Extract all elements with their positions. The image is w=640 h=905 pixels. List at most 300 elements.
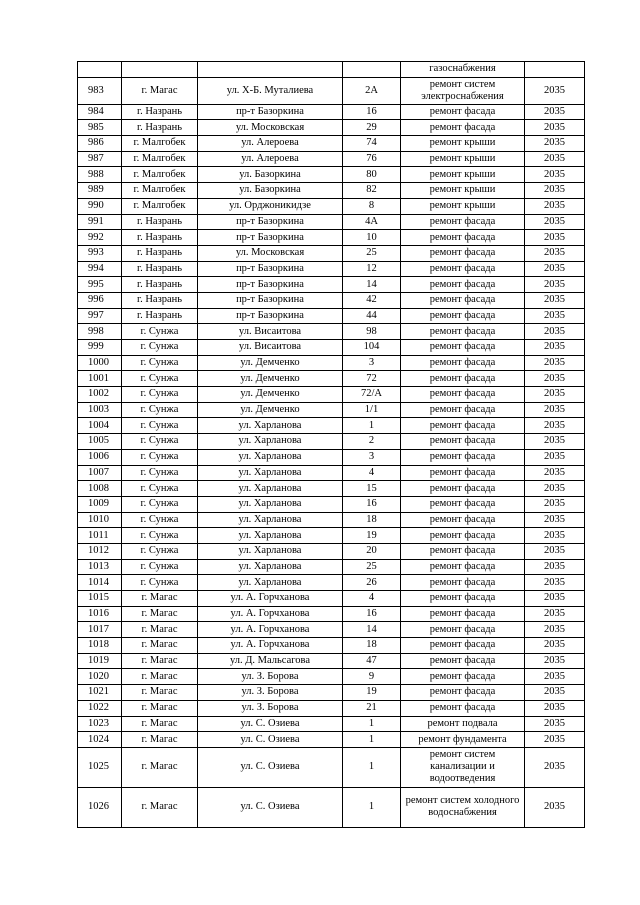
row-number-cell: 1019 bbox=[78, 653, 122, 669]
table-row bbox=[78, 62, 585, 78]
street-cell: ул. Харланова bbox=[198, 528, 343, 544]
row-number-cell: 1003 bbox=[78, 402, 122, 418]
year-cell: 2035 bbox=[525, 418, 585, 434]
row-number-cell: 1021 bbox=[78, 685, 122, 701]
work-type-cell: ремонт фасада bbox=[401, 120, 525, 136]
table-row bbox=[78, 418, 585, 434]
work-type-cell: ремонт крыши bbox=[401, 198, 525, 214]
table-row bbox=[78, 245, 585, 261]
row-number-cell: 1013 bbox=[78, 559, 122, 575]
street-cell: ул. А. Горчханова bbox=[198, 622, 343, 638]
year-cell: 2035 bbox=[525, 559, 585, 575]
city-cell: г. Назрань bbox=[122, 214, 198, 230]
city-cell: г. Сунжа bbox=[122, 402, 198, 418]
work-type-cell: ремонт фасада bbox=[401, 638, 525, 654]
street-cell: ул. Демченко bbox=[198, 387, 343, 403]
house-number-cell: 1 bbox=[343, 716, 401, 732]
house-number-cell: 2 bbox=[343, 434, 401, 450]
city-cell: г. Сунжа bbox=[122, 340, 198, 356]
year-cell: 2035 bbox=[525, 528, 585, 544]
row-number-cell: 984 bbox=[78, 104, 122, 120]
year-cell: 2035 bbox=[525, 622, 585, 638]
city-cell: г. Сунжа bbox=[122, 575, 198, 591]
street-cell: пр-т Базоркина bbox=[198, 308, 343, 324]
work-type-cell: ремонт фасада bbox=[401, 230, 525, 246]
row-number-cell: 992 bbox=[78, 230, 122, 246]
street-cell: ул. С. Озиева bbox=[198, 787, 343, 827]
row-number-cell: 1017 bbox=[78, 622, 122, 638]
year-cell: 2035 bbox=[525, 606, 585, 622]
street-cell: ул. Алероева bbox=[198, 136, 343, 152]
year-cell: 2035 bbox=[525, 575, 585, 591]
work-type-cell: ремонт систем канализации и водоотведения bbox=[401, 747, 525, 787]
house-number-cell: 4А bbox=[343, 214, 401, 230]
city-cell: г. Назрань bbox=[122, 120, 198, 136]
table-row bbox=[78, 559, 585, 575]
house-number-cell: 1/1 bbox=[343, 402, 401, 418]
city-cell: г. Магас bbox=[122, 669, 198, 685]
house-number-cell: 26 bbox=[343, 575, 401, 591]
street-cell: ул. А. Горчханова bbox=[198, 606, 343, 622]
table-row bbox=[78, 528, 585, 544]
street-cell bbox=[198, 62, 343, 78]
row-number-cell: 986 bbox=[78, 136, 122, 152]
house-number-cell: 3 bbox=[343, 355, 401, 371]
work-type-cell: ремонт фасада bbox=[401, 324, 525, 340]
year-cell: 2035 bbox=[525, 685, 585, 701]
house-number-cell: 19 bbox=[343, 528, 401, 544]
table-row bbox=[78, 787, 585, 827]
year-cell: 2035 bbox=[525, 434, 585, 450]
house-number-cell: 4 bbox=[343, 465, 401, 481]
year-cell: 2035 bbox=[525, 402, 585, 418]
year-cell: 2035 bbox=[525, 230, 585, 246]
table-row bbox=[78, 261, 585, 277]
street-cell: ул. Висаитова bbox=[198, 324, 343, 340]
house-number-cell: 19 bbox=[343, 685, 401, 701]
row-number-cell: 1010 bbox=[78, 512, 122, 528]
row-number-cell: 1020 bbox=[78, 669, 122, 685]
year-cell: 2035 bbox=[525, 638, 585, 654]
year-cell: 2035 bbox=[525, 496, 585, 512]
work-type-cell: ремонт фасада bbox=[401, 355, 525, 371]
row-number-cell: 987 bbox=[78, 151, 122, 167]
city-cell: г. Сунжа bbox=[122, 434, 198, 450]
work-type-cell: ремонт фасада bbox=[401, 371, 525, 387]
year-cell: 2035 bbox=[525, 591, 585, 607]
house-number-cell: 42 bbox=[343, 292, 401, 308]
year-cell: 2035 bbox=[525, 324, 585, 340]
city-cell: г. Магас bbox=[122, 732, 198, 748]
work-type-cell: ремонт фасада bbox=[401, 402, 525, 418]
street-cell: ул. Харланова bbox=[198, 543, 343, 559]
house-number-cell bbox=[343, 62, 401, 78]
house-number-cell: 1 bbox=[343, 732, 401, 748]
row-number-cell: 1015 bbox=[78, 591, 122, 607]
year-cell: 2035 bbox=[525, 355, 585, 371]
year-cell: 2035 bbox=[525, 481, 585, 497]
city-cell: г. Малгобек bbox=[122, 167, 198, 183]
street-cell: ул. З. Борова bbox=[198, 685, 343, 701]
city-cell: г. Сунжа bbox=[122, 512, 198, 528]
city-cell: г. Магас bbox=[122, 747, 198, 787]
table-row bbox=[78, 402, 585, 418]
year-cell: 2035 bbox=[525, 245, 585, 261]
work-type-cell: ремонт фасада bbox=[401, 245, 525, 261]
year-cell: 2035 bbox=[525, 543, 585, 559]
work-type-cell: ремонт фасада bbox=[401, 418, 525, 434]
street-cell: ул. Харланова bbox=[198, 418, 343, 434]
city-cell: г. Сунжа bbox=[122, 371, 198, 387]
year-cell: 2035 bbox=[525, 136, 585, 152]
work-type-cell: ремонт фасада bbox=[401, 700, 525, 716]
table-row bbox=[78, 732, 585, 748]
row-number-cell: 1005 bbox=[78, 434, 122, 450]
year-cell: 2035 bbox=[525, 198, 585, 214]
year-cell: 2035 bbox=[525, 787, 585, 827]
table-row bbox=[78, 606, 585, 622]
street-cell: ул. Висаитова bbox=[198, 340, 343, 356]
table-row bbox=[78, 292, 585, 308]
work-type-cell: ремонт фасада bbox=[401, 559, 525, 575]
work-type-cell: ремонт фасада bbox=[401, 434, 525, 450]
row-number-cell: 995 bbox=[78, 277, 122, 293]
year-cell: 2035 bbox=[525, 120, 585, 136]
year-cell: 2035 bbox=[525, 387, 585, 403]
house-number-cell: 15 bbox=[343, 481, 401, 497]
work-type-cell: ремонт фасада bbox=[401, 512, 525, 528]
street-cell: ул. Харланова bbox=[198, 575, 343, 591]
year-cell: 2035 bbox=[525, 104, 585, 120]
table-row bbox=[78, 340, 585, 356]
table-row bbox=[78, 230, 585, 246]
row-number-cell: 1001 bbox=[78, 371, 122, 387]
year-cell: 2035 bbox=[525, 653, 585, 669]
year-cell: 2035 bbox=[525, 167, 585, 183]
city-cell: г. Сунжа bbox=[122, 543, 198, 559]
house-number-cell: 12 bbox=[343, 261, 401, 277]
work-type-cell: ремонт фасада bbox=[401, 465, 525, 481]
year-cell: 2035 bbox=[525, 512, 585, 528]
street-cell: ул. С. Озиева bbox=[198, 732, 343, 748]
street-cell: ул. Харланова bbox=[198, 559, 343, 575]
city-cell: г. Назрань bbox=[122, 245, 198, 261]
street-cell: ул. Демченко bbox=[198, 355, 343, 371]
city-cell: г. Назрань bbox=[122, 261, 198, 277]
table-row bbox=[78, 120, 585, 136]
street-cell: пр-т Базоркина bbox=[198, 261, 343, 277]
city-cell: г. Сунжа bbox=[122, 528, 198, 544]
street-cell: пр-т Базоркина bbox=[198, 104, 343, 120]
table-row bbox=[78, 214, 585, 230]
row-number-cell: 998 bbox=[78, 324, 122, 340]
work-type-cell: ремонт крыши bbox=[401, 183, 525, 199]
house-number-cell: 72/А bbox=[343, 387, 401, 403]
work-type-cell: ремонт фасада bbox=[401, 449, 525, 465]
work-type-cell: ремонт фасада bbox=[401, 104, 525, 120]
row-number-cell: 1018 bbox=[78, 638, 122, 654]
street-cell: ул. Д. Мальсагова bbox=[198, 653, 343, 669]
row-number-cell: 985 bbox=[78, 120, 122, 136]
table-row bbox=[78, 324, 585, 340]
row-number-cell: 993 bbox=[78, 245, 122, 261]
house-number-cell: 72 bbox=[343, 371, 401, 387]
house-number-cell: 18 bbox=[343, 512, 401, 528]
house-number-cell: 3 bbox=[343, 449, 401, 465]
row-number-cell: 1008 bbox=[78, 481, 122, 497]
work-type-cell: ремонт крыши bbox=[401, 151, 525, 167]
table-row bbox=[78, 481, 585, 497]
row-number-cell: 1022 bbox=[78, 700, 122, 716]
table-row bbox=[78, 104, 585, 120]
work-type-cell: ремонт фасада bbox=[401, 214, 525, 230]
city-cell: г. Магас bbox=[122, 638, 198, 654]
row-number-cell bbox=[78, 62, 122, 78]
house-number-cell: 25 bbox=[343, 559, 401, 575]
row-number-cell: 1000 bbox=[78, 355, 122, 371]
house-number-cell: 74 bbox=[343, 136, 401, 152]
house-number-cell: 4 bbox=[343, 591, 401, 607]
table-row bbox=[78, 277, 585, 293]
table-row bbox=[78, 387, 585, 403]
city-cell: г. Магас bbox=[122, 700, 198, 716]
table-row bbox=[78, 622, 585, 638]
row-number-cell: 983 bbox=[78, 77, 122, 104]
work-type-cell: ремонт фасада bbox=[401, 292, 525, 308]
house-number-cell: 10 bbox=[343, 230, 401, 246]
year-cell: 2035 bbox=[525, 183, 585, 199]
row-number-cell: 1004 bbox=[78, 418, 122, 434]
table-row bbox=[78, 669, 585, 685]
street-cell: ул. Демченко bbox=[198, 371, 343, 387]
city-cell: г. Магас bbox=[122, 685, 198, 701]
city-cell: г. Сунжа bbox=[122, 355, 198, 371]
house-number-cell: 9 bbox=[343, 669, 401, 685]
house-number-cell: 76 bbox=[343, 151, 401, 167]
street-cell: ул. Х-Б. Муталиева bbox=[198, 77, 343, 104]
table-row bbox=[78, 700, 585, 716]
work-type-cell: ремонт фасада bbox=[401, 543, 525, 559]
house-number-cell: 82 bbox=[343, 183, 401, 199]
row-number-cell: 1026 bbox=[78, 787, 122, 827]
year-cell: 2035 bbox=[525, 716, 585, 732]
house-number-cell: 47 bbox=[343, 653, 401, 669]
table-row bbox=[78, 747, 585, 787]
street-cell: ул. Московская bbox=[198, 120, 343, 136]
work-type-cell: ремонт фасада bbox=[401, 387, 525, 403]
work-type-cell: ремонт фасада bbox=[401, 606, 525, 622]
street-cell: ул. Харланова bbox=[198, 481, 343, 497]
row-number-cell: 1007 bbox=[78, 465, 122, 481]
year-cell: 2035 bbox=[525, 77, 585, 104]
work-type-cell: ремонт крыши bbox=[401, 136, 525, 152]
work-type-cell: ремонт систем холодного водоснабжения bbox=[401, 787, 525, 827]
table-row bbox=[78, 543, 585, 559]
table-row bbox=[78, 77, 585, 104]
year-cell: 2035 bbox=[525, 214, 585, 230]
city-cell: г. Сунжа bbox=[122, 449, 198, 465]
street-cell: пр-т Базоркина bbox=[198, 214, 343, 230]
house-number-cell: 44 bbox=[343, 308, 401, 324]
street-cell: ул. Базоркина bbox=[198, 183, 343, 199]
city-cell: г. Сунжа bbox=[122, 496, 198, 512]
street-cell: ул. Харланова bbox=[198, 512, 343, 528]
street-cell: ул. Харланова bbox=[198, 496, 343, 512]
city-cell: г. Назрань bbox=[122, 230, 198, 246]
house-number-cell: 21 bbox=[343, 700, 401, 716]
table-row bbox=[78, 449, 585, 465]
table-row bbox=[78, 685, 585, 701]
table-row bbox=[78, 653, 585, 669]
city-cell: г. Сунжа bbox=[122, 418, 198, 434]
house-number-cell: 20 bbox=[343, 543, 401, 559]
street-cell: ул. З. Борова bbox=[198, 700, 343, 716]
house-number-cell: 14 bbox=[343, 622, 401, 638]
house-number-cell: 25 bbox=[343, 245, 401, 261]
year-cell: 2035 bbox=[525, 340, 585, 356]
street-cell: ул. С. Озиева bbox=[198, 747, 343, 787]
row-number-cell: 997 bbox=[78, 308, 122, 324]
street-cell: ул. Московская bbox=[198, 245, 343, 261]
street-cell: ул. З. Борова bbox=[198, 669, 343, 685]
table-row bbox=[78, 136, 585, 152]
work-type-cell: ремонт крыши bbox=[401, 167, 525, 183]
work-type-cell: ремонт подвала bbox=[401, 716, 525, 732]
street-cell: ул. Харланова bbox=[198, 434, 343, 450]
house-number-cell: 18 bbox=[343, 638, 401, 654]
table-row bbox=[78, 434, 585, 450]
work-type-cell: ремонт фасада bbox=[401, 528, 525, 544]
year-cell: 2035 bbox=[525, 747, 585, 787]
house-number-cell: 16 bbox=[343, 104, 401, 120]
house-number-cell: 98 bbox=[343, 324, 401, 340]
row-number-cell: 1009 bbox=[78, 496, 122, 512]
row-number-cell: 1011 bbox=[78, 528, 122, 544]
year-cell: 2035 bbox=[525, 669, 585, 685]
city-cell: г. Малгобек bbox=[122, 151, 198, 167]
work-type-cell: ремонт систем электроснабжения bbox=[401, 77, 525, 104]
city-cell bbox=[122, 62, 198, 78]
table-row bbox=[78, 575, 585, 591]
table-row bbox=[78, 371, 585, 387]
year-cell bbox=[525, 62, 585, 78]
work-type-cell: ремонт фасада bbox=[401, 653, 525, 669]
street-cell: ул. А. Горчханова bbox=[198, 591, 343, 607]
work-type-cell: ремонт фасада bbox=[401, 496, 525, 512]
year-cell: 2035 bbox=[525, 261, 585, 277]
row-number-cell: 1012 bbox=[78, 543, 122, 559]
city-cell: г. Малгобек bbox=[122, 183, 198, 199]
house-number-cell: 1 bbox=[343, 787, 401, 827]
work-type-cell: ремонт фасада bbox=[401, 481, 525, 497]
row-number-cell: 1006 bbox=[78, 449, 122, 465]
street-cell: ул. Харланова bbox=[198, 449, 343, 465]
table-row bbox=[78, 512, 585, 528]
city-cell: г. Назрань bbox=[122, 277, 198, 293]
city-cell: г. Магас bbox=[122, 591, 198, 607]
work-type-cell: ремонт фасада bbox=[401, 591, 525, 607]
house-number-cell: 16 bbox=[343, 606, 401, 622]
work-type-cell: ремонт фасада bbox=[401, 261, 525, 277]
house-number-cell: 1 bbox=[343, 418, 401, 434]
table-row bbox=[78, 496, 585, 512]
house-number-cell: 16 bbox=[343, 496, 401, 512]
row-number-cell: 994 bbox=[78, 261, 122, 277]
city-cell: г. Магас bbox=[122, 77, 198, 104]
year-cell: 2035 bbox=[525, 277, 585, 293]
work-type-cell: ремонт фасада bbox=[401, 308, 525, 324]
table-row bbox=[78, 465, 585, 481]
city-cell: г. Назрань bbox=[122, 292, 198, 308]
year-cell: 2035 bbox=[525, 371, 585, 387]
row-number-cell: 989 bbox=[78, 183, 122, 199]
work-type-cell: газоснабжения bbox=[401, 62, 525, 78]
city-cell: г. Магас bbox=[122, 716, 198, 732]
work-type-cell: ремонт фасада bbox=[401, 340, 525, 356]
row-number-cell: 988 bbox=[78, 167, 122, 183]
street-cell: пр-т Базоркина bbox=[198, 230, 343, 246]
table-row bbox=[78, 591, 585, 607]
table-row bbox=[78, 308, 585, 324]
city-cell: г. Малгобек bbox=[122, 136, 198, 152]
city-cell: г. Магас bbox=[122, 606, 198, 622]
row-number-cell: 990 bbox=[78, 198, 122, 214]
house-number-cell: 2А bbox=[343, 77, 401, 104]
row-number-cell: 1014 bbox=[78, 575, 122, 591]
city-cell: г. Магас bbox=[122, 622, 198, 638]
row-number-cell: 996 bbox=[78, 292, 122, 308]
table-row bbox=[78, 151, 585, 167]
year-cell: 2035 bbox=[525, 700, 585, 716]
street-cell: ул. С. Озиева bbox=[198, 716, 343, 732]
year-cell: 2035 bbox=[525, 732, 585, 748]
row-number-cell: 1024 bbox=[78, 732, 122, 748]
work-type-cell: ремонт фасада bbox=[401, 277, 525, 293]
house-number-cell: 80 bbox=[343, 167, 401, 183]
row-number-cell: 999 bbox=[78, 340, 122, 356]
street-cell: ул. Базоркина bbox=[198, 167, 343, 183]
work-type-cell: ремонт фасада bbox=[401, 622, 525, 638]
street-cell: ул. А. Горчханова bbox=[198, 638, 343, 654]
work-type-cell: ремонт фасада bbox=[401, 685, 525, 701]
street-cell: пр-т Базоркина bbox=[198, 292, 343, 308]
city-cell: г. Сунжа bbox=[122, 387, 198, 403]
register-table bbox=[77, 61, 585, 828]
street-cell: ул. Орджоникидзе bbox=[198, 198, 343, 214]
row-number-cell: 1025 bbox=[78, 747, 122, 787]
house-number-cell: 104 bbox=[343, 340, 401, 356]
row-number-cell: 1002 bbox=[78, 387, 122, 403]
register-table-body bbox=[78, 62, 585, 828]
street-cell: ул. Харланова bbox=[198, 465, 343, 481]
city-cell: г. Малгобек bbox=[122, 198, 198, 214]
table-row bbox=[78, 183, 585, 199]
row-number-cell: 1023 bbox=[78, 716, 122, 732]
city-cell: г. Сунжа bbox=[122, 324, 198, 340]
house-number-cell: 8 bbox=[343, 198, 401, 214]
city-cell: г. Сунжа bbox=[122, 465, 198, 481]
year-cell: 2035 bbox=[525, 151, 585, 167]
street-cell: пр-т Базоркина bbox=[198, 277, 343, 293]
city-cell: г. Сунжа bbox=[122, 559, 198, 575]
work-type-cell: ремонт фундамента bbox=[401, 732, 525, 748]
row-number-cell: 991 bbox=[78, 214, 122, 230]
year-cell: 2035 bbox=[525, 449, 585, 465]
row-number-cell: 1016 bbox=[78, 606, 122, 622]
work-type-cell: ремонт фасада bbox=[401, 575, 525, 591]
table-row bbox=[78, 355, 585, 371]
year-cell: 2035 bbox=[525, 292, 585, 308]
